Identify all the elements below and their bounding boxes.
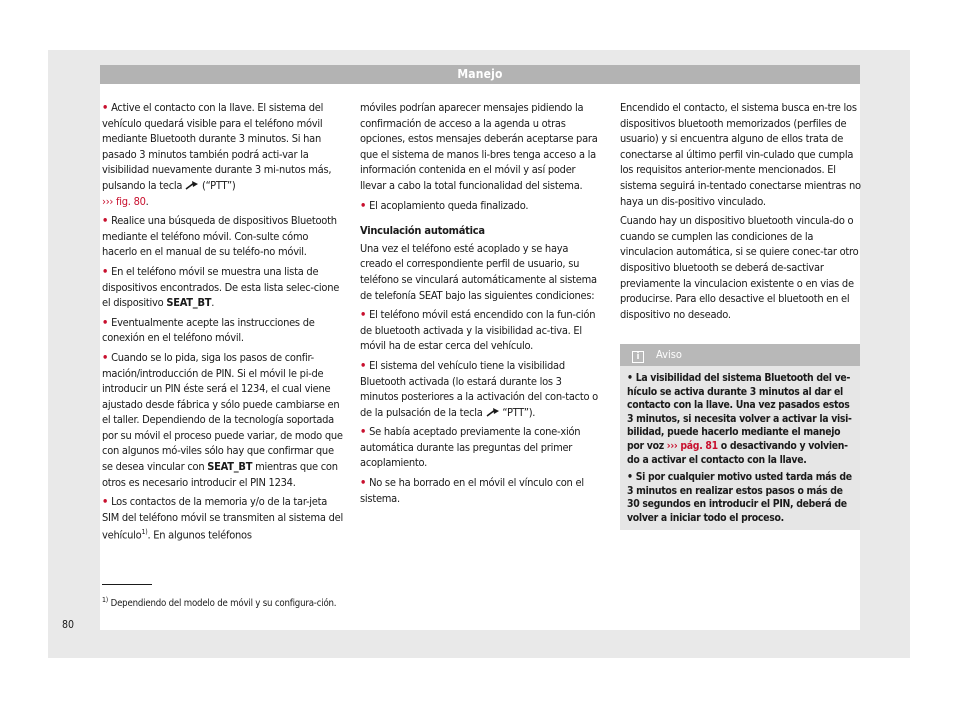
bullet-icon: • — [360, 308, 367, 322]
list-item: • Cuando se lo pida, siga los pasos de confir-mación/introducción de PIN. Si el móvil le pi-de introducir un PIN éste será el 1234, el cual viene ajustado desde fábrica y sólo puede cambiarse en el taller. Dependiendo de la tecnología soportada por su móvil el proceso puede variar, de modo que con algunos mó-viles sólo hay que confirmar que se desea vincular con SEAT_BT mientras que con otros es necesario introducir el PIN 1234. — [102, 350, 343, 489]
list-item: • Los contactos de la memoria y/o de la tar-jeta SIM del teléfono móvil se transmiten al sistema del vehículo$^{1)}$. En algunos teléfonos — [102, 495, 343, 543]
footnote-ref[interactable]: 1) — [141, 528, 148, 537]
footnote — [102, 594, 347, 611]
text-column-1 — [102, 100, 344, 548]
footnote-mark: 1) — [102, 596, 109, 604]
page-number: 80 — [62, 619, 75, 631]
page-link[interactable]: ››› pág. 81 — [666, 439, 718, 452]
ptt-key-icon — [486, 407, 500, 417]
list-item: • Eventualmente acepte las instrucciones de conexión en el teléfono móvil. — [102, 315, 315, 345]
paragraph: Encendido el contacto, el sistema busca en-tre los dispositivos bluetooth memorizados (perfiles de usuario) y si encuentra alguno de ellos trata de conectarse al último perfil vin-culado que cumpla los requisitos anterior-mente mencionados. El sistema seguirá in-tentado conectarse mientras no haya un dis-positivo vinculado. — [620, 101, 861, 208]
bullet-icon: • — [360, 198, 367, 212]
footnote-text: Dependiendo del modelo de móvil y su configura-ción. — [110, 598, 337, 610]
notice-header — [620, 344, 860, 366]
ptt-key-icon — [185, 180, 199, 190]
bullet-icon: • — [360, 358, 367, 372]
list-item: • La visibilidad del sistema Bluetooth del ve-hículo se activa durante 3 minutos al dar el contacto con la llave. Una vez pasados estos 3 minutos, si necesita volver a activar la visi-bilidad, puede hacerlo mediante el manejo por voz ››› pág. 81 o desactivando y volvien-do a activar el contacto con la llave. — [627, 372, 852, 466]
notice-body — [620, 366, 860, 526]
bullet-icon: • — [360, 476, 367, 490]
list-item: • Active el contacto con la llave. El sistema del vehículo quedará visible para el teléfono móvil mediante Bluetooth durante 3 minutos. Si han pasado 3 minutos también podrá acti-var la visibilidad nuevamente durante 3 mi-nutos más, pulsando la tecla (“PTT”) ››› fig. 80. — [102, 101, 332, 208]
info-icon: i — [632, 351, 644, 363]
text-column-2 — [360, 100, 602, 510]
bullet-icon: • — [102, 214, 109, 228]
bullet-icon: • — [102, 495, 109, 509]
bullet-icon: • — [627, 471, 633, 484]
bullet-icon: • — [102, 350, 109, 364]
bullet-icon: • — [102, 264, 109, 278]
paragraph: Una vez el teléfono esté acoplado y se haya creado el correspondiente perfil de usuario, su teléfono se vinculará automáticamente al sistema de telefonía SEAT bajo las siguientes condiciones: — [360, 241, 597, 302]
list-item: • En el teléfono móvil se muestra una lista de dispositivos encontrados. De esta lista selec-cione el dispositivo SEAT_BT. — [102, 264, 340, 310]
list-item: • El sistema del vehículo tiene la visibilidad Bluetooth activada (lo estará durante los 3 minutos posteriores a la activación del con-tacto o de la pulsación de la tecla “PTT”). — [360, 358, 598, 419]
list-item: • Realice una búsqueda de dispositivos Bluetooth mediante el teléfono móvil. Con-sulte cómo hacerlo en el manual de su teléfo-no móvil. — [102, 214, 337, 259]
notice-title: Aviso — [656, 348, 682, 361]
text-column-3 — [620, 100, 862, 326]
list-item: • No se ha borrado en el móvil el vínculo con el sistema. — [360, 476, 584, 505]
notice-box — [620, 344, 860, 530]
bullet-icon: • — [627, 372, 633, 384]
section-heading: Vinculación automática — [360, 224, 485, 238]
paragraph: Cuando hay un dispositivo bluetooth vincula-do o cuando se cumplen las condiciones de la vinculacion automática, si se quiere conec-tar otro dispositivo bluetooth se deberá de-sactivar previamente la vinculacion existente o en vias de producirse. Para ello desactive el bluetooth en el dispositivo no deseado. — [620, 214, 859, 321]
list-item: • El acoplamiento queda finalizado. — [360, 198, 529, 212]
bullet-icon: • — [360, 425, 367, 439]
figure-link[interactable]: ››› fig. 80 — [102, 194, 146, 208]
list-item: • El teléfono móvil está encendido con la fun-ción de bluetooth activada y la visibilidad ac-tiva. El móvil ha de estar cerca del vehículo. — [360, 308, 596, 353]
paragraph: móviles podrían aparecer mensajes pidiendo la confirmación de acceso a la agenda u otras opciones, estos mensajes deberán aceptarse para que el sistema de manos li-bres tenga acceso a la información contenida en el móvil y así poder llevar a cabo la total funcionalidad del sistema. — [360, 101, 598, 192]
list-item: • Si por cualquier motivo usted tarda más de 3 minutos en realizar estos pasos o más de 30 segundos en introducir el PIN, deberá de volver a iniciar todo el proceso. — [627, 471, 852, 524]
bullet-icon: • — [102, 101, 109, 114]
list-item: • Se había aceptado previamente la cone-xión automática durante las preguntas del primer acoplamiento. — [360, 425, 581, 470]
section-header: Manejo — [100, 65, 860, 84]
bullet-icon: • — [102, 315, 109, 329]
footnote-divider — [102, 584, 152, 585]
